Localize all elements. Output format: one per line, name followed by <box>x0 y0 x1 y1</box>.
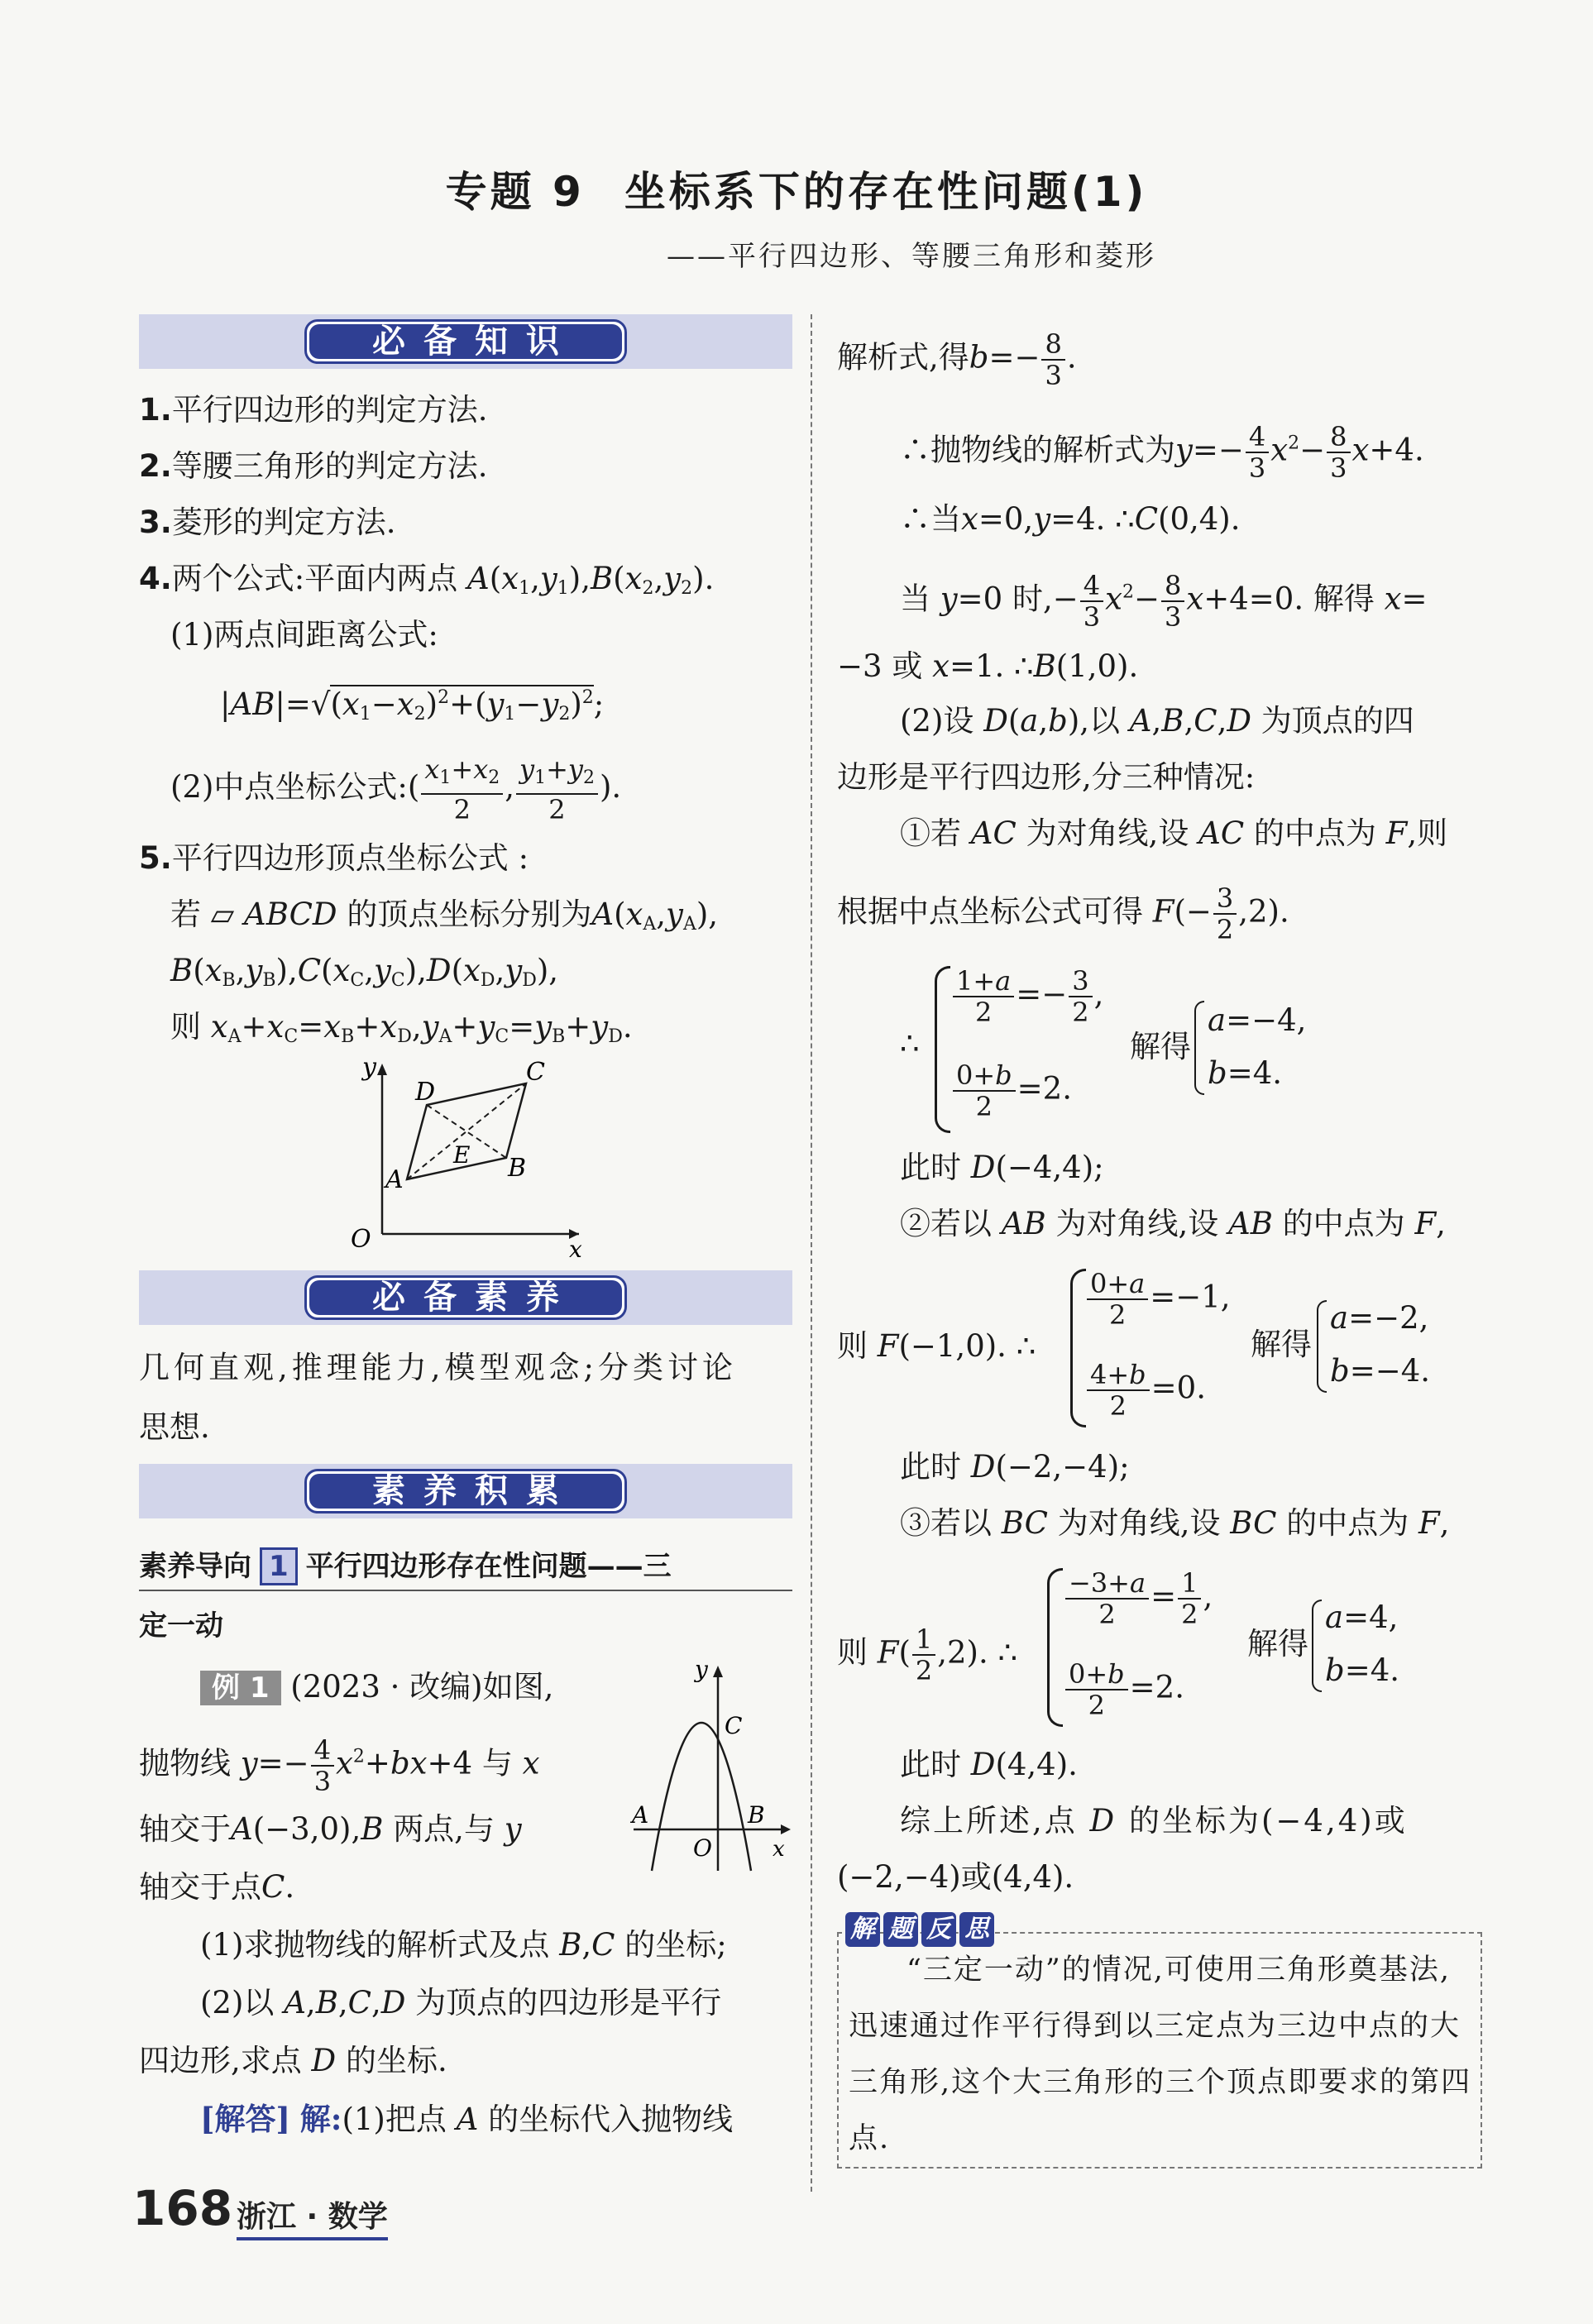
case-2-result: 此时 D(−2,−4); <box>900 1449 1130 1485</box>
distance-formula: $|AB|=√(x_1-x_2)^2+(y_1-y_2)^2$; <box>220 686 605 724</box>
case-2-result-a: a=−2, <box>1330 1300 1429 1336</box>
fig2-point-c: C <box>725 1712 743 1739</box>
question-2: (2)以 A,B,C,D 为顶点的四边形是平行 <box>200 1985 722 2020</box>
answer-tag: [解答] <box>200 2101 291 2137</box>
example-line-2: 抛物线 y=− $\frac{4}{3}$ $x^2+bx+4$ 与 x <box>139 1734 540 1797</box>
case-3-solve: 解得 <box>1247 1626 1308 1662</box>
fig1-y-label: y <box>362 1053 376 1082</box>
summary-line-2: (−2,−4)或(4,4). <box>837 1859 1074 1895</box>
case-3-brace <box>1047 1568 1063 1727</box>
case-3-result-brace <box>1312 1600 1322 1692</box>
case-1-eq-2: $\frac{0+b}{2}$ =2. <box>951 1060 1072 1121</box>
parallelogram-vertices-line3: 则 $x_A+x_C=x_B+x_D,y_A+y_C=y_B+y_D$. <box>170 1009 633 1047</box>
knowledge-item-3: 3.菱形的判定方法. <box>139 504 396 540</box>
knowledge-item-1: 1.平行四边形的判定方法. <box>139 392 488 428</box>
fig1-point-d: D <box>415 1078 436 1107</box>
literacy-line-1: 几何直观,推理能力,模型观念;分类讨论 <box>139 1350 737 1385</box>
case-1-line-2: 根据中点坐标公式可得 F(− $\frac{3}{2}$ ,2). <box>837 882 1289 945</box>
midpoint-formula: (2)中点坐标公式:( $\frac{x_1+x_2}{2}$ , $\frac{y_1+y_2}{2}$ ). <box>170 753 622 825</box>
example-header: 例 1 (2023 · 改编)如图, <box>200 1666 553 1709</box>
case-1-line-1: ①若 AC 为对角线,设 AC 的中点为 F,则 <box>900 815 1448 851</box>
guide-heading: 素养导向 1 平行四边形存在性问题——三 <box>139 1545 672 1588</box>
fig1-point-e: E <box>453 1141 471 1169</box>
section-title-accumulation: 素养积累 <box>309 1474 622 1509</box>
example-badge: 例 1 <box>200 1671 281 1705</box>
parallelogram-vertices-line1: 若 ▱ ABCD 的顶点坐标分别为$A(x_A,y_A)$, <box>170 897 719 935</box>
case-1-result-b: b=4. <box>1208 1055 1282 1091</box>
section-bar-accumulation <box>139 1464 792 1518</box>
case-1-result-brace <box>1194 1001 1204 1095</box>
case-1-solve: 解得 <box>1130 1029 1191 1064</box>
fig1-origin-label: O <box>351 1225 371 1254</box>
solution-line-3: ∴当x=0,y=4. ∴C(0,4). <box>900 501 1241 537</box>
solution-line-2: ∴抛物线的解析式为y=− $\frac{4}{3}$ $x^2-$ $\frac{8}{3}$ x+4. <box>900 421 1424 484</box>
fig1-point-b: B <box>508 1154 527 1183</box>
reflection-tag-char: 题 <box>883 1912 918 1947</box>
summary-line-1: 综上所述,点 D 的坐标为(−4,4)或 <box>900 1803 1408 1839</box>
fig2-origin-label: O <box>693 1834 712 1862</box>
solution-line-6: (2)设 D(a,b),以 A,B,C,D 为顶点的四 <box>900 703 1414 739</box>
reflection-tag-char: 思 <box>959 1912 994 1947</box>
case-2-line-1: ②若以 AB 为对角线,设 AB 的中点为 F, <box>900 1206 1446 1241</box>
question-2-line2: 四边形,求点 D 的坐标. <box>139 2043 447 2078</box>
case-1-eq-1: $\frac{1+a}{2}$ =− $\frac{3}{2}$ , <box>951 966 1103 1027</box>
question-1: (1)求抛物线的解析式及点 B,C 的坐标; <box>200 1927 727 1963</box>
column-divider <box>811 314 812 2192</box>
solution-line-7: 边形是平行四边形,分三种情况: <box>837 759 1256 795</box>
section-title-knowledge: 必备知识 <box>309 324 622 359</box>
fig1-x-label: x <box>569 1236 582 1263</box>
guide-rule <box>139 1590 792 1591</box>
section-bar-knowledge <box>139 314 792 369</box>
fig2-x-label: x <box>773 1837 785 1862</box>
fig2-point-a: A <box>632 1801 649 1829</box>
reflection-text: “三定一动”的情况,可使用三角形奠基法,迅速通过作平行得到以三定点为三边中点的大三角形,这个大三角形的三个顶点即要求的第四点. <box>849 1953 1472 2155</box>
case-3-eq-1: $\frac{-3+a}{2}$ = $\frac{1}{2}$ , <box>1064 1568 1213 1629</box>
case-2-result-b: b=−4. <box>1330 1353 1430 1389</box>
case-2-result-brace <box>1317 1300 1327 1393</box>
case-3-result-b: b=4. <box>1325 1652 1399 1688</box>
case-3-result-a: a=4, <box>1325 1600 1399 1635</box>
fig1-point-c: C <box>526 1058 545 1087</box>
case-1-therefore: ∴ <box>900 1026 920 1061</box>
reflection-tag-char: 反 <box>921 1912 956 1947</box>
case-2-solve: 解得 <box>1251 1327 1312 1362</box>
case-2-eq-1: $\frac{0+a}{2}$ =−1, <box>1085 1269 1231 1330</box>
case-2-eq-2: $\frac{4+b}{2}$ =0. <box>1085 1360 1206 1421</box>
knowledge-item-2: 2.等腰三角形的判定方法. <box>139 448 488 484</box>
parallelogram-vertices-line2: $B(x_B,y_B),C(x_C,y_C),D(x_D,y_D)$, <box>170 953 559 991</box>
fig2-point-b: B <box>748 1801 765 1829</box>
answer-start: [解答] 解:(1)把点 A 的坐标代入抛物线 <box>200 2101 734 2137</box>
distance-formula-label: (1)两点间距离公式: <box>170 617 438 653</box>
reflection-tag-char: 解 <box>845 1912 880 1947</box>
section-title-literacy: 必备素养 <box>309 1280 622 1315</box>
parallelogram-figure <box>339 1050 604 1263</box>
knowledge-item-5: 5.平行四边形顶点坐标公式 : <box>139 840 529 876</box>
case-2-brace <box>1070 1269 1086 1427</box>
solution-line-1: 解析式,得b=− $\frac{8}{3}$ . <box>837 328 1077 391</box>
example-line-4: 轴交于点C. <box>139 1869 295 1905</box>
case-3-line-1: ③若以 BC 为对角线,设 BC 的中点为 F, <box>900 1505 1450 1541</box>
page-title: 专题 9 坐标系下的存在性问题(1) <box>445 168 1148 216</box>
knowledge-item-4: 4.两个公式:平面内两点 $A(x_1,y_1),B(x_2,y_2)$. <box>139 561 715 599</box>
case-1-result-a: a=−4, <box>1208 1002 1307 1038</box>
solution-line-5: −3 或 x=1. ∴B(1,0). <box>837 648 1139 684</box>
case-1-brace <box>935 966 950 1133</box>
case-3-result: 此时 D(4,4). <box>900 1747 1078 1782</box>
fig1-point-a: A <box>385 1165 404 1194</box>
parabola-figure <box>622 1654 797 1877</box>
guide-number: 1 <box>260 1547 298 1585</box>
case-3-eq-2: $\frac{0+b}{2}$ =2. <box>1064 1659 1184 1720</box>
page-subtitle: ——平行四边形、等腰三角形和菱形 <box>667 240 1156 273</box>
page-number: 168 <box>132 2180 233 2236</box>
fig2-y-label: y <box>695 1656 708 1683</box>
example-line-3: 轴交于A(−3,0),B 两点,与 y <box>139 1811 522 1847</box>
case-2-then: 则 F(−1,0). ∴ <box>837 1328 1036 1364</box>
section-bar-literacy <box>139 1270 792 1325</box>
footer-label: 浙江 · 数学 <box>237 2193 388 2240</box>
literacy-line-2: 思想. <box>139 1409 210 1445</box>
case-1-result: 此时 D(−4,4); <box>900 1150 1104 1185</box>
solution-line-4: 当 y=0 时,− $\frac{4}{3}$ $x^2-$ $\frac{8}{3}$ x+4=0. 解得 x= <box>900 570 1428 633</box>
case-3-then: 则 F( $\frac{1}{2}$ ,2). ∴ <box>837 1623 1018 1686</box>
guide-heading-line2: 定一动 <box>139 1609 223 1643</box>
